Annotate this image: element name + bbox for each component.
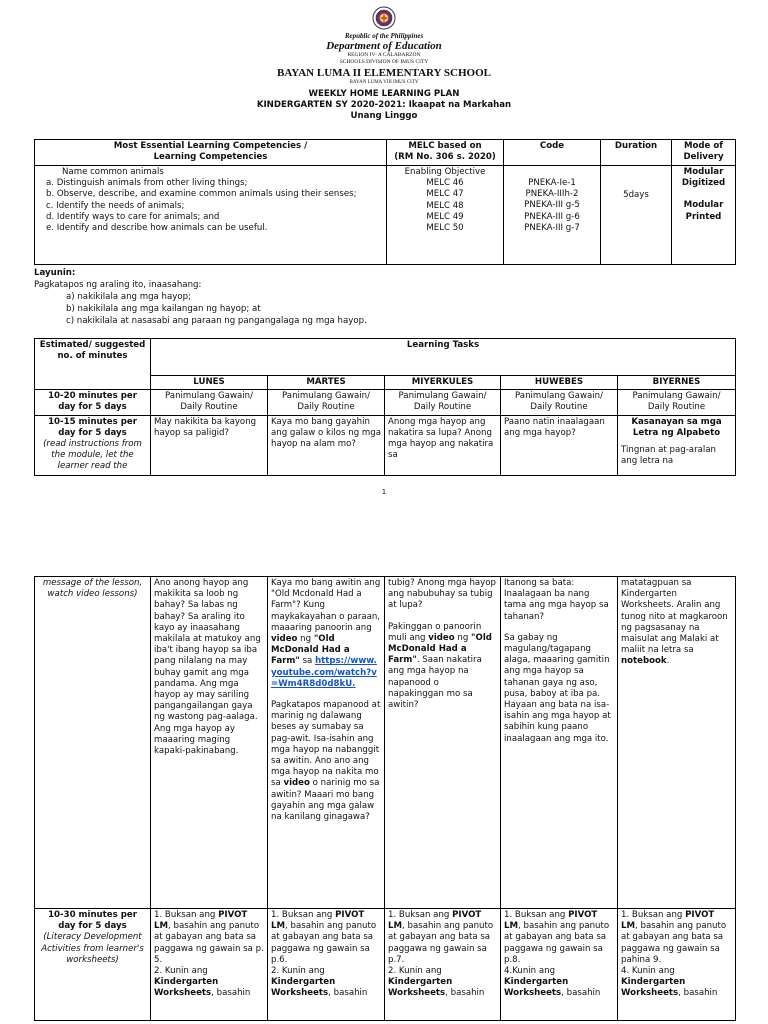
school-name: BAYAN LUMA II ELEMENTARY SCHOOL (277, 67, 491, 79)
routine-cell: Panimulang Gawain/ Daily Routine (268, 390, 385, 415)
objective-item: a) nakikilala ang mga hayop; (66, 292, 191, 302)
code-header: Code (504, 140, 601, 166)
mode-list: Modular Digitized Modular Printed (672, 166, 736, 265)
continued-note: message of the lesson, watch video lessons) (35, 577, 151, 909)
day-header-biyernes: BIYERNES (618, 376, 736, 390)
melc-header: Most Essential Learning Competencies / Learning Competencies (35, 140, 387, 166)
task-cell-biyernes: matatagpuan sa Kindergarten Worksheets. Aralin ang tunog nito at magkaroon ng pagsasanay na maisulat ang Malaki at maliit na letra sa notebook. (618, 577, 736, 909)
task-cell-huwebes: Itanong sa bata: Inaalagaan ba nang tama ang mga hayop sa tahanan? Sa gabay ng magulang/tagapang alaga, maaaring gamitin ang mga hayop sa tahanan gaya ng aso, pusa, baboy at iba pa. Hayaan ang bata na isa-isahin ang mga hayop at sabihin kung paano inaalagaan ang mga ito. (501, 577, 618, 909)
duration-header: Duration (601, 140, 672, 166)
routine-cell: Panimulang Gawain/ Daily Routine (385, 390, 501, 415)
task-cell-lunes: Ano anong hayop ang makikita sa loob ng bahay? Sa labas ng bahay? Sa araling ito kayo ay inaasahang makilala at matukoy ang iba't ibang hayop sa iba pang nilalang na may buhay gamit ang mga pandama. Ang mga hayop ay may sariling pangangailangan gaya ng wastong pag-aalaga. Ang mga hayop ay maaaring maging kapaki-pakinabang. (151, 577, 268, 909)
task-cell-lunes: May nakikita ba kayong hayop sa paligid? (151, 415, 268, 475)
second-row-time: 10-15 minutes per day for 5 days (read instructions from the module, let the learner read the (35, 415, 151, 475)
tasks-table-part2 (34, 576, 736, 1021)
grade-line: KINDERGARTEN SY 2020-2021: Ikaapat na Markahan (256, 100, 512, 110)
routine-cell: Panimulang Gawain/ Daily Routine (151, 390, 268, 415)
competency-item: d. Identify ways to care for animals; and (46, 211, 220, 222)
literacy-time: 10-30 minutes per day for 5 days (Literacy Development Activities from learner's worksheets) (35, 909, 151, 1021)
routine-time: 10-20 minutes per day for 5 days (35, 390, 151, 415)
mode-header: Mode of Delivery (672, 140, 736, 166)
school-address: BAYAN LUMA VIII IMUS CITY (349, 80, 419, 85)
competency-list (35, 166, 387, 265)
page-2 (0, 552, 768, 1024)
task-cell-martes: Kaya mo bang gayahin ang galaw o kilos ng mga hayop na alam mo? (268, 415, 385, 475)
page-number: 1 (381, 488, 387, 496)
competency-table (34, 139, 736, 265)
task-cell-biyernes: Kasanayan sa mga Letra ng Alpabeto Tingnan at pag-aralan ang letra na (618, 415, 736, 475)
day-header-lunes: LUNES (151, 376, 268, 390)
tasks-table-part1 (34, 338, 736, 476)
youtube-link[interactable]: https://www.youtube.com/watch?v=Wm4R8d0d8kU. (271, 656, 377, 689)
task-cell-miyerkules: tubig? Anong mga hayop ang nabubuhay sa tubig at lupa? Pakinggan o panoorin muli ang video ng "Old McDonald Had a Farm". Saan nakatira ang mga hayop na napanood o napakinggan mo sa awitin? (385, 577, 501, 909)
document-header (0, 6, 768, 122)
melc-based-header: MELC based on (RM No. 306 s. 2020) (387, 140, 504, 166)
melc-refs: Enabling Objective MELC 46 MELC 47 MELC 48 MELC 49 MELC 50 (387, 166, 504, 265)
plan-title: WEEKLY HOME LEARNING PLAN (308, 89, 460, 99)
competency-item: a. Distinguish animals from other living things; (46, 178, 248, 189)
literacy-cell-biyernes: 1. Buksan ang PIVOT LM, basahin ang panuto at gabayan ang bata sa paggawa ng gawain sa pahina 9. 4. Kunin ang Kindergarten Worksheets, basahin (618, 909, 736, 1021)
literacy-cell-miyerkules: 1. Buksan ang PIVOT LM, basahin ang panuto at gabayan ang bata sa paggawa ng gawain sa p.7. 2. Kunin ang Kindergarten Worksheets, basahin (385, 909, 501, 1021)
competency-item: Name common animals (62, 167, 164, 177)
routine-cell: Panimulang Gawain/ Daily Routine (618, 390, 736, 415)
code-list: PNEKA-Ie-1 PNEKA-IIIh-2 PNEKA-III g-5 PNEKA-III g-6 PNEKA-III g-7 (504, 166, 601, 265)
literacy-cell-huwebes: 1. Buksan ang PIVOT LM, basahin ang panuto at gabayan ang bata sa paggawa ng gawain sa p.8. 4.Kunin ang Kindergarten Worksheets, basahin (501, 909, 618, 1021)
department-line: Department of Education (326, 40, 442, 52)
objectives-label: Layunin: (34, 268, 76, 278)
routine-cell: Panimulang Gawain/ Daily Routine (501, 390, 618, 415)
objectives-intro: Pagkatapos ng araling ito, inaasahang: (34, 280, 202, 290)
division-line: SCHOOLS DIVISION OF IMUS CITY (339, 59, 429, 65)
task-cell-huwebes: Paano natin inaalagaan ang mga hayop? (501, 415, 618, 475)
objective-item: c) nakikilala at nasasabi ang paraan ng pangangalaga ng mga hayop. (66, 316, 367, 326)
region-line: REGION IV- A CALABARZON (347, 52, 421, 58)
duration-value: 5days (601, 166, 672, 265)
competency-item: e. Identify and describe how animals can be useful. (46, 223, 268, 234)
time-header: Estimated/ suggested no. of minutes (35, 339, 151, 390)
literacy-cell-lunes: 1. Buksan ang PIVOT LM, basahin ang panuto at gabayan ang bata sa paggawa ng gawain sa p. 5. 2. Kunin ang Kindergarten Worksheets, basahin (151, 909, 268, 1021)
tasks-header: Learning Tasks (151, 339, 736, 376)
task-cell-martes: Kaya mo bang awitin ang "Old Mcdonald Had a Farm"? Kung maykakayahan o paraan, maaaring panoorin ang video ng "Old McDonald Had a Farm" sa https://www.youtube.com/watch?v=Wm4R8d0d8kU. Pagkatapos mapanood at marinig ng dalawang beses ay sumabay sa pag-awit. Isa-isahin ang mga hayop na nabanggit sa awitin. Ano ano ang mga hayop na nakita mo sa video o narinig mo sa awitin? Maaari mo bang gayahin ang mga galaw na kanilang ginagawa? (268, 577, 385, 909)
day-header-huwebes: HUWEBES (501, 376, 618, 390)
day-header-miyerkules: MIYERKULES (385, 376, 501, 390)
week-line: Unang Linggo (350, 111, 418, 121)
literacy-cell-martes: 1. Buksan ang PIVOT LM, basahin ang panuto at gabayan ang bata sa paggawa ng gawain sa p.6. 2. Kunin ang Kindergarten Worksheets, basahin (268, 909, 385, 1021)
deped-seal-icon (372, 6, 396, 30)
day-header-martes: MARTES (268, 376, 385, 390)
competency-item: c. Identify the needs of animals; (46, 200, 185, 211)
objectives-section (34, 267, 734, 327)
objective-item: b) nakikilala ang mga kailangan ng hayop; at (66, 304, 261, 314)
task-cell-miyerkules: Anong mga hayop ang nakatira sa lupa? Anong mga hayop ang nakatira sa (385, 415, 501, 475)
competency-item: b. Observe, describe, and examine common animals using their senses; (46, 189, 357, 200)
republic-line: Republic of the Philippines (344, 32, 424, 40)
